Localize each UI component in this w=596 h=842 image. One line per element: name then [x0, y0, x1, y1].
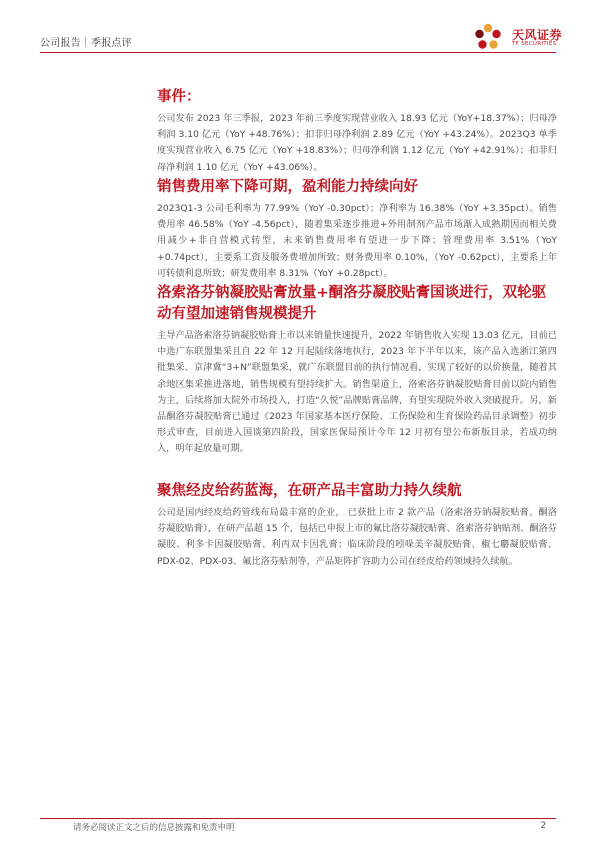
page-number: 2 [540, 821, 546, 831]
section-text-profitability [157, 201, 557, 282]
paragraph: 主导产品洛索洛芬钠凝胶贴膏上市以来销量快速提升，2022 年销售收入实现 13.03 亿元，目前已中选广东联盟集采且自 22 年 12 月起陆续落地执行，2023 年下半年以来，该产品入选浙江第四批集采、京津冀“3+N”联盟集采，就广东联盟目前的执行情况看，实现了较好的以价换量，随着其余地区集采推进落地，销售规模有望持续扩大。销售渠道上，洛索洛芬钠凝胶贴膏目前以院内销售为主，后续将加大院外市场投入，打造“久悦”品牌贴膏品牌，有望实现院外收入突破提升。另，新品酮洛芬凝胶贴膏已通过《2023 年国家基本医疗保险、工伤保险和生育保险药品目录调整》初步形式审查，目前进入国谈第四阶段，国家医保局预计今年 12 月初有望公布新版目录，若成功纳入，明年起放量可期。 [157, 330, 557, 455]
section-text-event [157, 111, 557, 176]
footer-divider [40, 818, 556, 819]
disclaimer-text: 请务必阅读正文之后的信息披露和免责申明 [73, 823, 235, 833]
section-heading-event: 事件： [157, 89, 201, 105]
header-divider [40, 52, 556, 53]
section-heading-products: 洛索洛芬钠凝胶贴膏放量+酮洛芬凝胶贴膏国谈进行，双轮驱动有望加速销售规模提升 [157, 285, 547, 322]
section-text-products [157, 328, 557, 458]
section-heading-profitability: 销售费用率下降可期，盈利能力持续向好 [157, 179, 418, 195]
paragraph: 2023Q1-3 公司毛利率为 77.99%（YoY -0.30pct）；净利率为 16.38%（YoY +3.35pct）。销售费用率 46.58%（YoY -4.56pct），随着集采逐步推进+外用制剂产品市场渐入成熟期因而相关费用减少+非自营模式转型，未来销售费用率有望进一步下降；管理费用率 3.51%（YoY +0.74pct），主要系工资及服务费增加所致；财务费用率 0.10%，（YoY -0.62pct），主要系上年可转债利息所致；研发费用率 8.31%（YoY +0.28pct）。 [157, 203, 557, 279]
paragraph: 公司发布 2023 年三季报，2023 年前三季度实现营业收入 18.93 亿元（YoY+18.37%）；归母净利润 3.10 亿元（YoY +48.76%）；扣非归母净利润 2.89 亿元（YoY +43.24%）。2023Q3 单季度实现营业收入 6.75 亿元（YoY +18.83%）；归母净利润 1.12 亿元（YoY +42.91%）；扣非归母净利润 1.10 亿元（YoY +43.06%）。 [157, 113, 557, 173]
report-breadcrumb: 公司报告｜季报点评 [40, 38, 132, 49]
section-heading-pipeline: 聚焦经皮给药蓝海，在研产品丰富助力持久续航 [157, 483, 462, 499]
paragraph: 公司是国内经皮给药管线布局最丰富的企业， 已获批上市 2 款产品（洛索洛芬钠凝胶贴膏、酮洛芬凝胶贴膏），在研产品超 15 个，包括已申报上市的氟比洛芬凝胶贴膏、洛索洛芬钠贴剂、酮洛芬凝胶、利多卡因凝胶贴膏、利丙双卡因乳膏；临床阶段的吲哚美辛凝胶贴膏、椒七麝凝胶贴膏、PDX-02、PDX-03、氟比洛芬贴剂等，产品矩阵扩容助力公司在经皮给药领域持久续航。 [157, 507, 557, 567]
section-text-pipeline [157, 505, 557, 570]
logo-text-en: TF SECURITIES [512, 41, 557, 47]
logo-text-cn: 天风证券 [512, 28, 563, 42]
